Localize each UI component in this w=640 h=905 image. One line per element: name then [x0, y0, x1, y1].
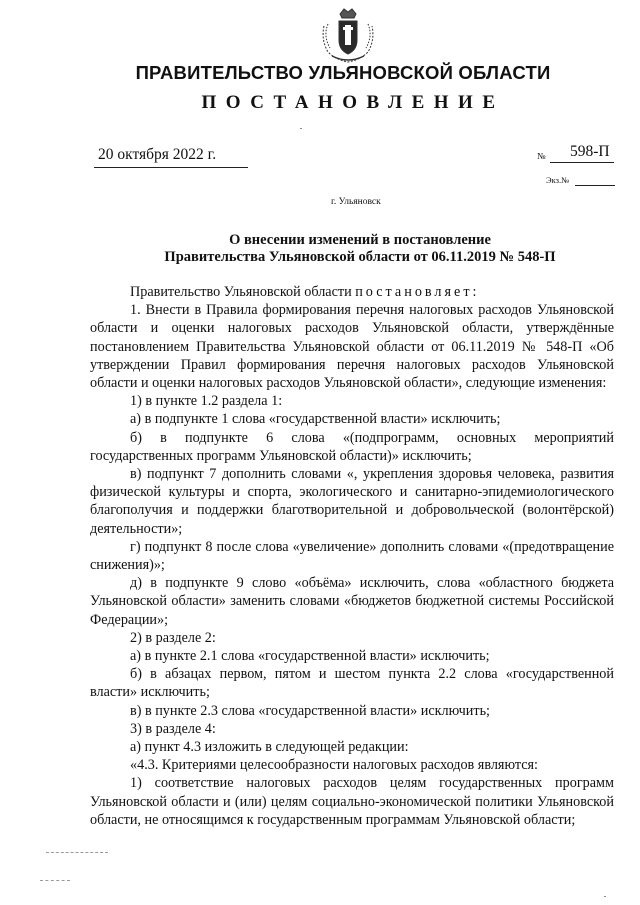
body-paragraph: в) подпункт 7 дополнить словами «, укрепления здоровья человека, развития физической культуры и спорта, экологического и санитарно-эпидемиологического благополучия и поддержки благотворительной и добровольческой (волонтёрской) деятельности»; [90, 466, 614, 537]
document-body [90, 283, 614, 829]
body-paragraph: 1) соответствие налоговых расходов целям государственных программ Ульяновской области и (или) целям социально-экономической политики Ульяновской области, не относящимся к государственным программам Ульяновской области; [90, 775, 614, 828]
city: г. Ульяновск [331, 197, 381, 207]
scan-artifact [40, 880, 70, 881]
document-heading [80, 232, 640, 266]
heading-line-1: О внесении изменений в постановление [229, 232, 491, 248]
number-underline [550, 162, 614, 163]
body-paragraph: а) в пункте 2.1 слова «государственной власти» исключить; [130, 648, 490, 665]
body-paragraph: б) в подпункте 6 слова «(подпрограмм, основных мероприятий государственных программ Ульяновской области)» исключить; [90, 429, 614, 464]
body-paragraph: «4.3. Критериями целесообразности налоговых расходов являются: [130, 757, 539, 774]
body-paragraph: в) в пункте 2.3 слова «государственной власти» исключить; [130, 702, 490, 719]
government-title: ПРАВИТЕЛЬСТВО УЛЬЯНОВСКОЙ ОБЛАСТИ [135, 62, 551, 83]
scan-artifact [300, 128, 302, 129]
body-paragraph: г) подпункт 8 после слова «увеличение» дополнить словами «(предотвращение снижения)»; [90, 538, 614, 574]
document-date: 20 октября 2022 г. [98, 146, 217, 163]
body-paragraph: а) пункт 4.3 изложить в следующей редакции: [130, 739, 409, 756]
body-paragraph: 2) в разделе 2: [130, 629, 216, 646]
body-paragraph: д) в подпункте 9 слово «объёма» исключить, слова «областного бюджета Ульяновской области» заменить словами «бюджетов бюджетной системы Российской Федерации»; [90, 575, 614, 628]
body-paragraph: 3) в разделе 4: [130, 720, 216, 737]
copy-number-underline [575, 185, 615, 186]
body-paragraph: 1) в пункте 1.2 раздела 1: [130, 393, 283, 410]
body-paragraph: 1. Внести в Правила формирования перечня налоговых расходов Ульяновской области и оценки налоговых расходов Ульяновской области, утверждённые постановлением Правительства Ульяновской области от 06.11.2019 № 548-П «Об утверждении Правил формирования перечня налоговых расходов Ульяновской области и оценки налоговых расходов Ульяновской области», следующие изменения: [90, 302, 614, 392]
heading-line-2: Правительства Ульяновской области от 06.11.2019 № 548-П [164, 249, 556, 265]
copy-number-label: Экз.№ [546, 175, 570, 185]
scan-artifact [604, 896, 606, 897]
intro-paragraph [90, 283, 614, 301]
number-label: № [537, 151, 546, 161]
body-paragraph: б) в абзацах первом, пятом и шестом пункта 2.2 слова «государственной власти» исключить; [90, 666, 614, 701]
document-number: 598-П [570, 143, 610, 160]
document-type: ПОСТАНОВЛЕНИЕ [201, 92, 505, 113]
body-paragraph: а) в подпункте 1 слова «государственной власти» исключить; [130, 411, 501, 428]
intro-prefix: Правительство Ульяновской области [130, 284, 352, 300]
scan-artifact [46, 852, 108, 853]
date-underline [94, 167, 248, 168]
coat-of-arms-icon [318, 6, 378, 64]
intro-verb: постановляет: [355, 284, 480, 300]
